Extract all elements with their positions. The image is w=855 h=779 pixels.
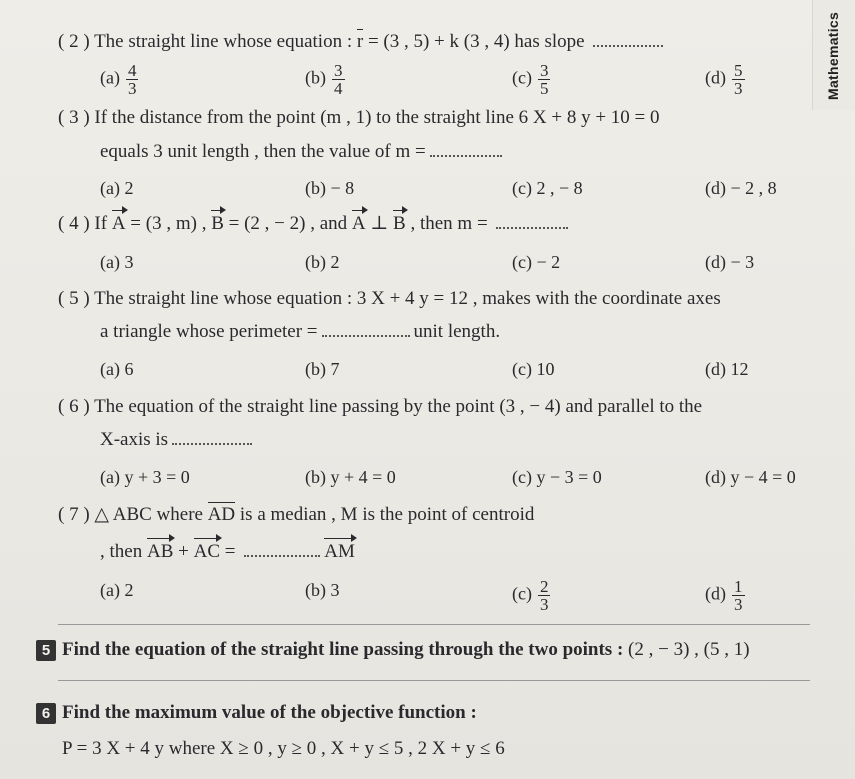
- option-a[interactable]: (a) y + 3 = 0: [100, 467, 190, 487]
- option-d[interactable]: (d) $\frac{1}{3}$: [705, 577, 743, 614]
- question-6-line2: X-axis is: [100, 428, 256, 452]
- problem-6-badge: 6: [36, 703, 56, 724]
- answer-blank: [322, 321, 410, 337]
- option-c[interactable]: (c) $\frac{3}{5}$: [512, 61, 549, 98]
- option-d[interactable]: (d) − 2 , 8: [705, 178, 777, 198]
- option-c[interactable]: (c) − 2: [512, 252, 561, 272]
- option-d[interactable]: (d) − 3: [705, 252, 755, 272]
- option-b[interactable]: (b) 7: [305, 359, 340, 379]
- question-4: [58, 212, 572, 236]
- question-number: ( 3 ): [58, 107, 90, 128]
- option-b[interactable]: (b) $\frac{3}{4}$: [305, 61, 343, 98]
- problem-points: (2 , − 3) , (5 , 1): [628, 639, 750, 660]
- option-c[interactable]: (c) 2 , − 8: [512, 178, 583, 198]
- answer-blank: [496, 213, 568, 229]
- question-text: If A = (3 , m) , B = (2 , − 2) , and A ⊥ B , then m =: [94, 213, 488, 234]
- problem-6: Find the maximum value of the objective function :: [62, 702, 477, 723]
- question-text: The equation of the straight line passing by the point (3 , − 4) and parallel to the: [94, 396, 703, 417]
- question-number: ( 4 ): [58, 213, 90, 234]
- problem-5: [62, 638, 750, 662]
- option-a[interactable]: (a) $\frac{4}{3}$: [100, 61, 137, 98]
- question-text: The straight line whose equation : r = (3 , 5) + k (3 , 4) has slope: [94, 31, 585, 52]
- option-c[interactable]: (c) 10: [512, 359, 555, 379]
- question-7: [58, 503, 534, 527]
- problem-5-badge: 5: [36, 640, 56, 661]
- question-2: [58, 30, 667, 54]
- divider: [58, 624, 810, 625]
- question-3-line2: equals 3 unit length , then the value of m =: [100, 140, 506, 164]
- problem-6-expression: P = 3 X + 4 y where X ≥ 0 , y ≥ 0 , X + y ≤ 5 , 2 X + y ≤ 6: [62, 738, 505, 759]
- question-6: [58, 395, 702, 419]
- option-b[interactable]: (b) 2: [305, 252, 340, 272]
- option-a[interactable]: (a) 3: [100, 252, 134, 272]
- question-number: ( 7 ): [58, 504, 90, 525]
- problem-text: Find the equation of the straight line passing through the two points :: [62, 639, 624, 660]
- question-text: If the distance from the point (m , 1) to the straight line 6 X + 8 y + 10 = 0: [94, 107, 660, 128]
- answer-blank: [244, 541, 320, 557]
- question-5: [58, 287, 721, 311]
- option-d[interactable]: (d) 12: [705, 359, 749, 379]
- side-tab-label: Mathematics: [825, 11, 841, 100]
- option-a[interactable]: (a) 2: [100, 178, 134, 198]
- question-number: ( 5 ): [58, 288, 90, 309]
- option-d[interactable]: (d) $\frac{5}{3}$: [705, 61, 743, 98]
- option-b[interactable]: (b) − 8: [305, 178, 355, 198]
- option-d[interactable]: (d) y − 4 = 0: [705, 467, 796, 487]
- question-text: △ ABC where AD is a median , M is the point of centroid: [94, 504, 535, 525]
- question-number: ( 2 ): [58, 31, 90, 52]
- question-text: The straight line whose equation : 3 X + 4 y = 12 , makes with the coordinate axes: [94, 288, 721, 309]
- divider: [58, 680, 810, 681]
- option-c[interactable]: (c) y − 3 = 0: [512, 467, 602, 487]
- option-a[interactable]: (a) 6: [100, 359, 134, 379]
- option-b[interactable]: (b) 3: [305, 580, 340, 600]
- option-a[interactable]: (a) 2: [100, 580, 134, 600]
- answer-blank: [172, 429, 252, 445]
- question-3: [58, 106, 660, 130]
- question-5-line2: a triangle whose perimeter = unit length.: [100, 321, 501, 342]
- option-c[interactable]: (c) $\frac{2}{3}$: [512, 577, 549, 614]
- question-number: ( 6 ): [58, 396, 90, 417]
- answer-blank: [593, 31, 663, 47]
- answer-blank: [430, 141, 502, 157]
- option-b[interactable]: (b) y + 4 = 0: [305, 467, 396, 487]
- question-7-line2: , then AB + AC = AM: [100, 541, 355, 562]
